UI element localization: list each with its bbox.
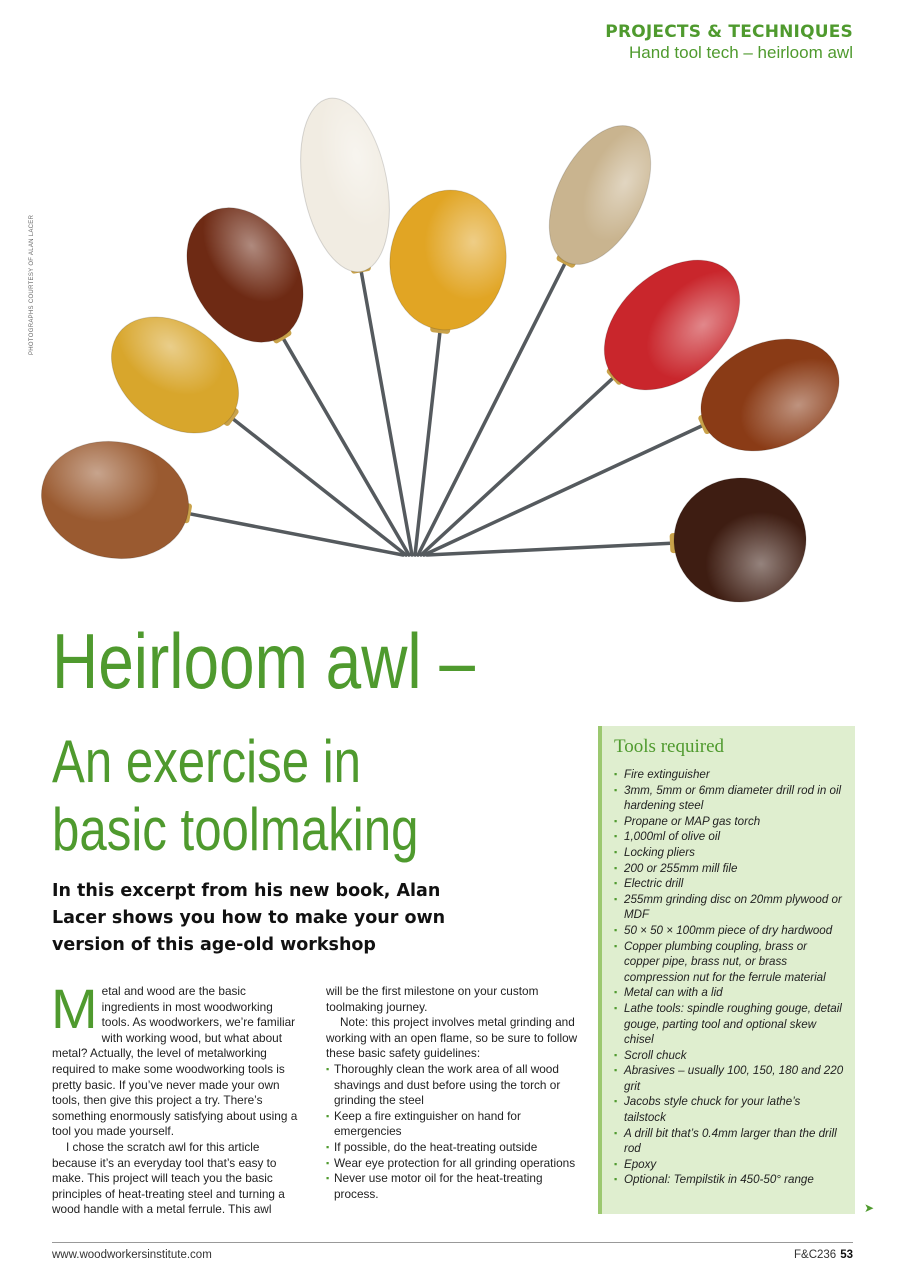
awl-handle-highlight (528, 109, 671, 281)
photo-credit-text: PHOTOGRAPHS COURTESY OF ALAN LACER (29, 214, 35, 355)
awl-handle-highlight (287, 91, 402, 280)
tool-item: ▪ Metal can with a lid (614, 985, 845, 1001)
tool-item: ▪ 255mm grinding disc on 20mm plywood or MDF (614, 892, 845, 923)
title-subheading (52, 728, 418, 864)
standfirst: In this excerpt from his new book, Alan Lacer shows you how to make your own version of this age-old workshop (52, 881, 446, 955)
tool-item: ▪ Epoxy (614, 1157, 845, 1173)
awl-blade (427, 543, 684, 555)
title-heading: Heirloom awl – (52, 617, 475, 705)
title-subheading-line1: An exercise in (52, 728, 362, 795)
awl-blade (277, 327, 409, 555)
tool-item: ▪ A drill bit that’s 0.4mm larger than the drill rod (614, 1126, 845, 1157)
title-subheading-line2: basic toolmaking (52, 795, 419, 863)
safety-item: ▪ Thoroughly clean the work area of all wood shavings and dust before using the torch or grinding the steel (326, 1062, 582, 1109)
tool-item: ▪ Propane or MAP gas torch (614, 814, 845, 830)
tool-item: ▪ Optional: Tempilstik in 450-50° range (614, 1172, 845, 1188)
tool-item: ▪ 200 or 255mm mill file (614, 861, 845, 877)
awl-blade (177, 511, 403, 555)
tool-item: ▪ Abrasives – usually 100, 150, 180 and 220 grit (614, 1063, 845, 1094)
safety-item: ▪ Wear eye protection for all grinding operations (326, 1156, 582, 1172)
tool-item: ▪ Jacobs style chuck for your lathe’s tailstock (614, 1094, 845, 1125)
safety-list (326, 1062, 582, 1202)
section-header (605, 22, 853, 63)
safety-item: ▪ Never use motor oil for the heat-treating process. (326, 1171, 582, 1202)
tool-item: ▪ Fire extinguisher (614, 767, 845, 783)
tool-item: ▪ Scroll chuck (614, 1048, 845, 1064)
safety-note: Note: this project involves metal grinding and working with an open flame, so be sure to follow these basic safety guidelines: (326, 1015, 578, 1061)
footer-folio (794, 1249, 853, 1261)
body-paragraph: will be the first milestone on your custom toolmaking journey. (326, 984, 539, 1014)
page-number: 53 (840, 1249, 853, 1261)
tools-required-sidebar (598, 726, 855, 1214)
body-paragraph (51, 977, 302, 1140)
footer-issue: F&C236 (794, 1249, 837, 1261)
section-title: PROJECTS & TECHNIQUES (605, 22, 853, 42)
body-column-2 (326, 984, 582, 1202)
tool-item: ▪ 50 × 50 × 100mm piece of dry hardwood (614, 923, 845, 939)
body-paragraph-text: etal and wood are the basic ingredients in most woodworking tools. As woodworkers, we’re familiar with working wood, but what about metal? Actually, the level of metalworking required to make some woodworking tools is pretty basic. If you’ve never made your own tools, then give this project a try. There’s something enormously satisfying about using a tool you made yourself. (52, 984, 298, 1139)
drop-cap: M (51, 977, 98, 1040)
tool-item: ▪ 1,000ml of olive oil (614, 829, 845, 845)
tool-item: ▪ 3mm, 5mm or 6mm diameter drill rod in oil hardening steel (614, 783, 845, 814)
tool-item: ▪ Locking pliers (614, 845, 845, 861)
footer-divider (52, 1242, 853, 1243)
tools-list (614, 767, 845, 1188)
awl-blade (223, 411, 406, 555)
tool-item: ▪ Copper plumbing coupling, brass or copper pipe, brass nut, or brass compression nut for the ferrule material (614, 939, 845, 986)
footer-url: www.woodworkersinstitute.com (52, 1249, 212, 1261)
body-paragraph: I chose the scratch awl for this article because it’s an everyday tool that’s easy to make. This project will teach you the basic principles of heat-treating steel and turning a wood handle with a metal ferrule. This awl (52, 1139, 285, 1217)
continue-arrow-icon: ➤ (864, 1201, 875, 1215)
tool-item: ▪ Electric drill (614, 876, 845, 892)
awl-blade (421, 369, 623, 555)
safety-item: ▪ Keep a fire extinguisher on hand for emergencies (326, 1109, 582, 1140)
hero-image-awls (40, 75, 870, 620)
tool-item: ▪ Lathe tools: spindle roughing gouge, detail gouge, parting tool and optional skew chisel (614, 1001, 845, 1048)
body-column-1 (51, 977, 302, 1218)
awl-handle-highlight (671, 475, 809, 605)
safety-item: ▪ If possible, do the heat-treating outside (326, 1140, 582, 1156)
section-subtitle: Hand tool tech – heirloom awl (629, 43, 853, 62)
awl-handle-highlight (40, 430, 198, 571)
sidebar-title: Tools required (614, 736, 725, 757)
awl-handle-highlight (383, 184, 514, 336)
